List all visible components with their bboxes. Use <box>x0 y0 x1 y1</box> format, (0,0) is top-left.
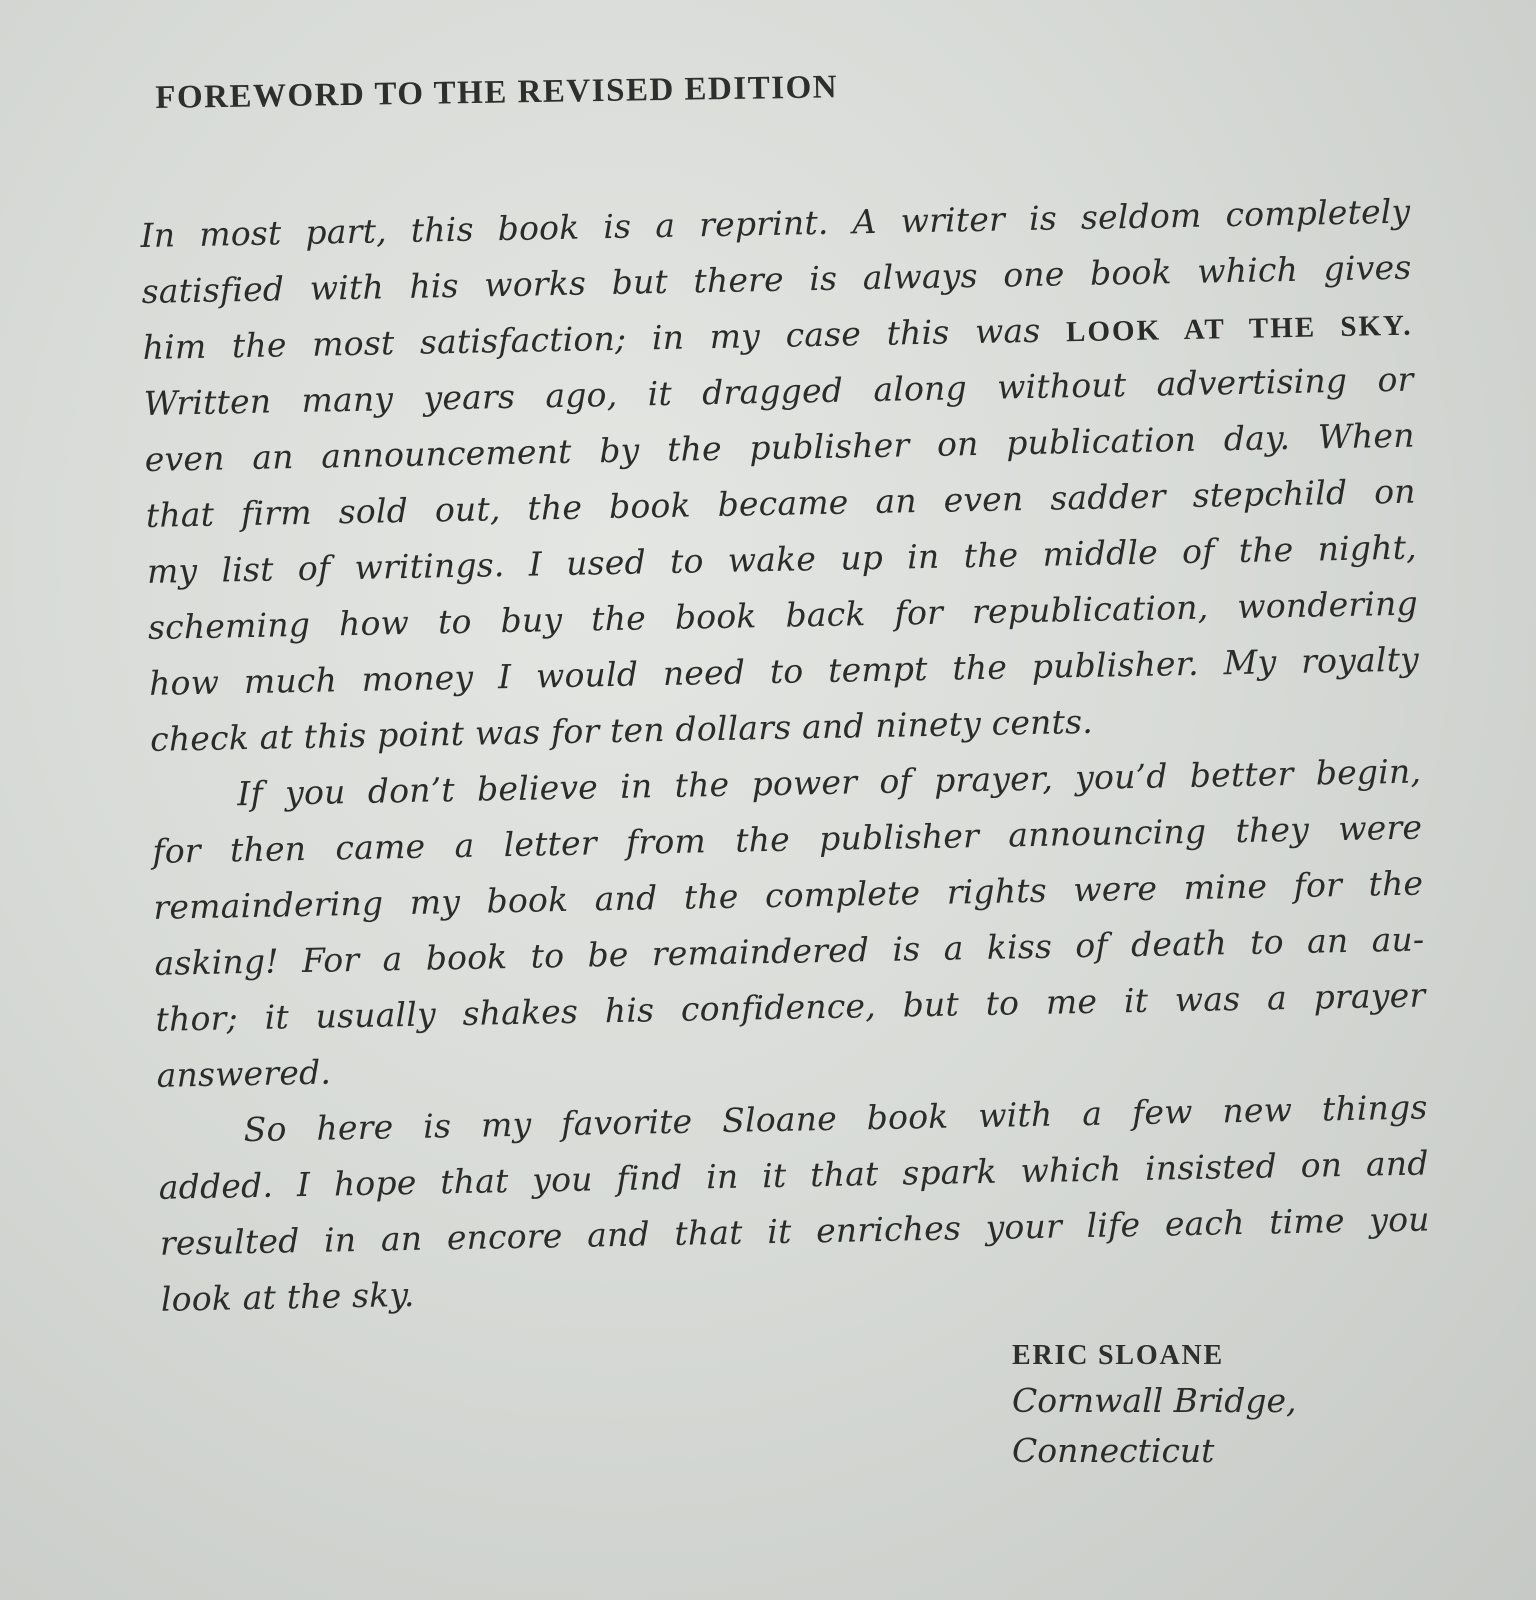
foreword-heading: FOREWORD TO THE REVISED EDITION <box>155 69 839 116</box>
signature-block <box>1012 1336 1412 1476</box>
paragraph-3-line-1: So here is my favorite Sloane book with a few new things <box>243 1087 1428 1150</box>
paragraph-2-line-4: asking! For a book to be remaindered is a kiss of death to an au- <box>154 919 1425 983</box>
paragraph-2-line-2: for then came a letter from the publisher announcing they were <box>151 807 1423 871</box>
paragraph-3-line-4: look at the sky. <box>160 1274 415 1319</box>
paragraph-2-line-3: remaindering my book and the complete rights were mine for the <box>153 863 1424 927</box>
paragraph-1-line-5: even an announcement by the publisher on publication day. When <box>144 415 1415 479</box>
paragraph-2-line-5: thor; it usually shakes his confidence, but to me it was a prayer <box>155 975 1426 1039</box>
place-line-1: Cornwall Bridge, <box>1012 1381 1297 1420</box>
paragraph-1-line-1: In most part, this book is a reprint. A writer is seldom completely <box>140 191 1411 255</box>
paragraph-1-line-9: how much money I would need to tempt the publisher. My royalty <box>148 639 1420 703</box>
paragraph-1-line-3-text: him the most satisfaction; in my case this was <box>142 310 1067 367</box>
paragraph-2-line-6: answered. <box>156 1052 332 1095</box>
place-line-2: Connecticut <box>1012 1431 1215 1470</box>
paragraph-1-line-7: my list of writings. I used to wake up in the middle of the night, <box>146 527 1418 591</box>
paragraph-1-line-8: scheming how to buy the book back for republication, wondering <box>147 583 1419 647</box>
paragraph-2-line-1: If you don’t believe in the power of prayer, you’d better begin, <box>236 751 1422 814</box>
paragraph-3-line-2: added. I hope that you find in it that spark which insisted on and <box>158 1143 1429 1207</box>
paragraph-1-line-2: satisfied with his works but there is always one book which gives <box>141 247 1412 311</box>
paragraph-1-line-4: Written many years ago, it dragged along without advertising or <box>143 359 1414 423</box>
foreword-body <box>140 184 1431 1328</box>
author-name: ERIC SLOANE <box>1012 1340 1224 1371</box>
paragraph-1-line-6: that firm sold out, the book became an even sadder stepchild on <box>145 471 1417 535</box>
paragraph-1-line-10: check at this point was for ten dollars and ninety cents. <box>149 701 1094 759</box>
book-title: LOOK AT THE SKY. <box>1065 309 1413 349</box>
paragraph-3-line-3: resulted in an encore and that it enriches your life each time you <box>159 1199 1431 1263</box>
